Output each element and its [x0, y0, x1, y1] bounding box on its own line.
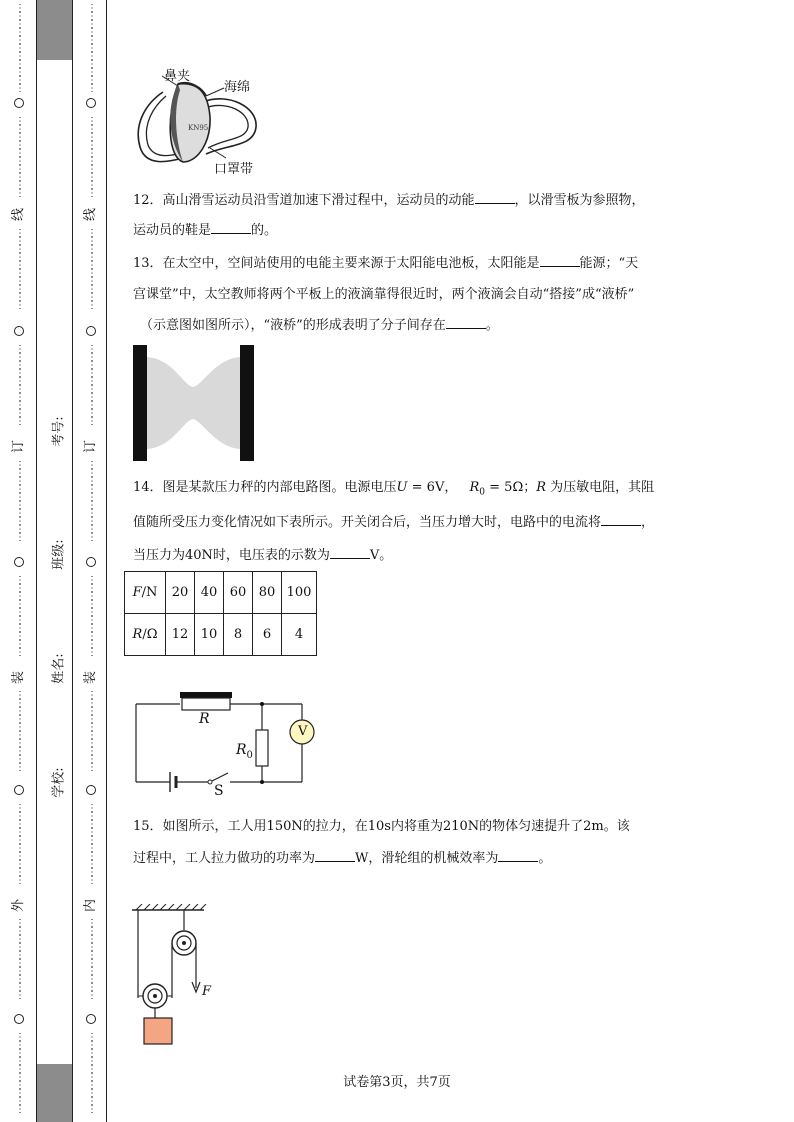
table-cell: 20 [166, 572, 195, 614]
liquid-bridge-figure [133, 345, 257, 463]
margin-line-3 [106, 0, 107, 1122]
q12-blank-2[interactable] [211, 221, 251, 234]
binding-circle-icon [14, 557, 24, 567]
table-row [125, 614, 317, 656]
q13-blank-2[interactable] [446, 316, 486, 329]
table-row [125, 572, 317, 614]
mask-stamp: KN95 [188, 124, 209, 132]
table-cell: 10 [195, 614, 224, 656]
load-block [144, 1018, 172, 1044]
switch-blade [212, 773, 228, 781]
q14-line2: 值随所受压力变化情况如下表所示。开关闭合后，当压力增大时，电路中的电流将 ， [133, 515, 655, 530]
table-header-resistance: R/Ω [125, 614, 166, 656]
exam-number-label: 考号: [51, 416, 67, 447]
q13-blank-1[interactable] [540, 254, 580, 267]
q15-line1: 15．如图所示，工人用150N的拉力，在10s内将重为210N的物体匀速提升了2m。该 [133, 819, 630, 834]
q15-line2: 过程中，工人拉力做功的功率为 W，滑轮组的机械效率为 。 [133, 851, 552, 866]
binding-circle-icon [86, 1014, 96, 1024]
q13-line1: 13．在太空中，空间站使用的电能主要来源于太阳能电池板，太阳能是 能源；“天 [133, 256, 639, 271]
sensor-resistor [182, 698, 230, 710]
circuit-r0-label: $R_0$ [236, 742, 253, 761]
margin-line-2 [72, 0, 73, 1122]
circuit-v-label: V [298, 724, 308, 739]
table-cell: 100 [282, 572, 317, 614]
q14-blank-2[interactable] [330, 546, 370, 559]
q15-blank-1[interactable] [315, 849, 355, 862]
margin-outer-char: 外 [11, 898, 27, 913]
margin-line-1 [36, 0, 37, 1122]
q14-line1: 14．图是某款压力秤的内部电路图。电源电压U = 6V， $R_0 = 5\Omega$；R 为压敏电阻，其阻 [133, 480, 655, 498]
table-cell: 8 [224, 614, 253, 656]
table-cell: 60 [224, 572, 253, 614]
force-label: F [202, 984, 212, 999]
name-label: 姓名: [51, 653, 67, 684]
mask-strap-label: 口罩带 [214, 162, 254, 177]
q12-line1: 12．高山滑雪运动员沿雪道加速下滑过程中，运动员的动能 ，以滑雪板为参照物， [133, 193, 645, 208]
binding-circle-icon [86, 98, 96, 108]
r0-resistor [256, 730, 268, 766]
binding-circle-icon [86, 785, 96, 795]
binding-circle-icon [86, 557, 96, 567]
table-header-force: F/N [125, 572, 166, 614]
q14-line3: 当压力为40N时，电压表的示数为 V。 [133, 548, 393, 563]
margin-gray-top [36, 0, 72, 60]
margin-inner-char: 订 [83, 439, 99, 454]
binding-circle-icon [14, 326, 24, 336]
table-cell: 80 [253, 572, 282, 614]
margin-outer-char: 线 [11, 207, 27, 222]
page-footer: 试卷第3页，共7页 [343, 1075, 451, 1090]
margin-outer-char: 订 [11, 439, 27, 454]
q12-blank-1[interactable] [475, 191, 515, 204]
circuit-s-label: S [214, 783, 224, 799]
q12-line2: 运动员的鞋是 的。 [133, 223, 278, 238]
binding-circle-icon [14, 98, 24, 108]
mask-nose-clip-label: 鼻夹 [164, 69, 191, 84]
table-cell: 40 [195, 572, 224, 614]
binding-circle-icon [14, 1014, 24, 1024]
margin-outer-char: 装 [11, 670, 27, 685]
binding-circle-icon [86, 326, 96, 336]
school-label: 学校: [51, 767, 67, 798]
q13-line3: （示意图如图所示），“液桥”的形成表明了分子间存在 。 [140, 318, 499, 333]
pulley-figure [128, 904, 218, 1050]
margin-inner-char: 线 [83, 207, 99, 222]
table-cell: 6 [253, 614, 282, 656]
pressure-plate [180, 692, 232, 698]
circuit-r-label: R [199, 711, 210, 727]
table-cell: 4 [282, 614, 317, 656]
q15-blank-2[interactable] [498, 849, 538, 862]
binding-circle-icon [14, 785, 24, 795]
q13-line2: 宫课堂”中，太空教师将两个平板上的液滴靠得很近时，两个液滴会自动“搭接”成“液桥” [133, 287, 635, 302]
circuit-diagram [130, 688, 330, 798]
margin-inner-char: 装 [83, 670, 99, 685]
mask-sponge-label: 海绵 [224, 80, 251, 95]
class-label: 班级: [51, 539, 67, 570]
table-cell: 12 [166, 614, 195, 656]
margin-inner-char: 内 [83, 898, 99, 913]
pressure-resistance-table [124, 571, 317, 656]
q14-blank-1[interactable] [601, 513, 641, 526]
